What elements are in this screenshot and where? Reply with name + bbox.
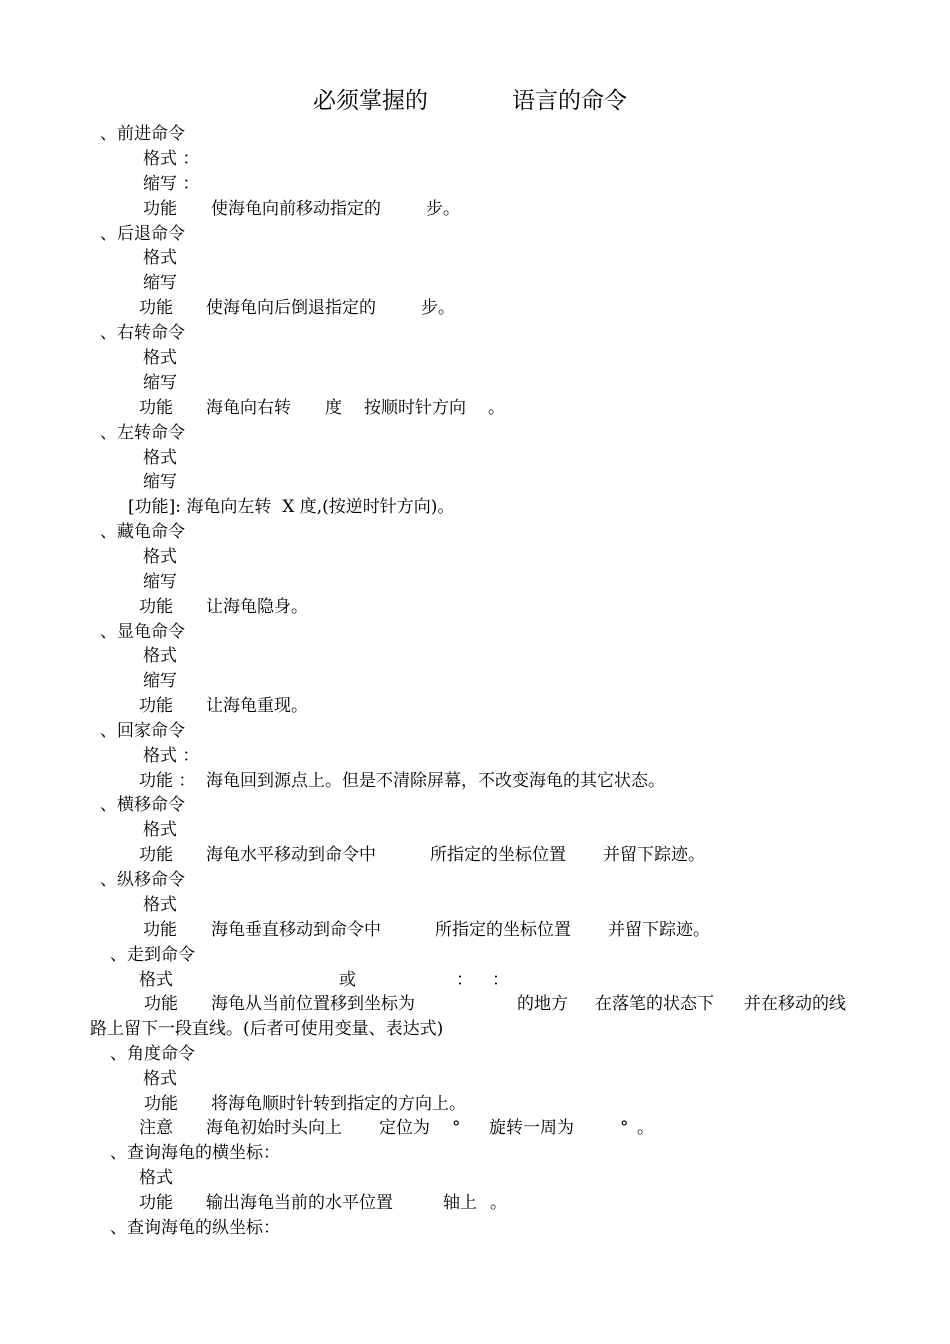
function-text: 。 bbox=[490, 1193, 507, 1213]
hide-abbrev: 缩写 bbox=[143, 572, 177, 592]
hide-format: 格式 bbox=[143, 547, 177, 567]
note-degree: ° bbox=[620, 1118, 629, 1138]
show-format: 格式 bbox=[143, 646, 177, 666]
function-text: 使海龟向前移动指定的 bbox=[211, 199, 381, 219]
setx-format: 格式 bbox=[143, 820, 177, 840]
seth-note bbox=[0, 1117, 950, 1139]
function-text: 让海龟重现。 bbox=[206, 696, 308, 716]
note-text: 定位为 bbox=[379, 1118, 430, 1138]
setxy-function bbox=[0, 993, 950, 1015]
show-abbrev: 缩写 bbox=[143, 671, 177, 691]
function-text: 海龟向右转 bbox=[206, 398, 291, 418]
sety-format: 格式 bbox=[143, 895, 177, 915]
title-part-1: 必须掌握的 bbox=[313, 88, 428, 114]
section-heading-seth: 、角度命令 bbox=[110, 1044, 195, 1064]
section-heading-forward: 、前进命令 bbox=[100, 124, 185, 144]
left-format: 格式 bbox=[143, 448, 177, 468]
function-text: 步。 bbox=[426, 199, 460, 219]
left-function: [功能]: 海龟向左转 X 度,(按逆时针方向)。 bbox=[128, 497, 455, 517]
back-function bbox=[0, 297, 950, 319]
section-heading-hide: 、藏龟命令 bbox=[100, 522, 185, 542]
format-colon: ： bbox=[492, 970, 509, 990]
function-label: 功能 ： bbox=[139, 771, 196, 791]
function-label: 功能 bbox=[139, 298, 173, 318]
function-text: 将海龟顺时针转到指定的方向上。 bbox=[211, 1094, 466, 1114]
section-heading-show: 、显龟命令 bbox=[100, 622, 185, 642]
function-label: 功能 bbox=[139, 1193, 173, 1213]
note-degree: ° bbox=[452, 1118, 461, 1138]
function-text: 并在移动的线 bbox=[744, 994, 846, 1014]
back-format: 格式 bbox=[143, 248, 177, 268]
xcor-format: 格式 bbox=[139, 1168, 173, 1188]
function-text: 输出海龟当前的水平位置 bbox=[206, 1193, 393, 1213]
function-text: 海龟水平移动到命令中 bbox=[206, 845, 376, 865]
function-text: 按顺时针方向 bbox=[364, 398, 466, 418]
function-text: 海龟回到源点上。但是不清除屏幕，不改变海龟的其它状态。 bbox=[206, 771, 665, 791]
home-function bbox=[0, 770, 950, 792]
function-text: 度 bbox=[325, 398, 342, 418]
function-text: 步。 bbox=[421, 298, 455, 318]
section-heading-back: 、后退命令 bbox=[100, 224, 185, 244]
section-heading-setx: 、横移命令 bbox=[100, 795, 185, 815]
format-colon: ： bbox=[456, 970, 473, 990]
forward-format: 格式 ： bbox=[143, 149, 200, 169]
function-text: 让海龟隐身。 bbox=[206, 597, 308, 617]
section-heading-ycor: 、查询海龟的纵坐标： bbox=[110, 1218, 280, 1238]
function-label: 功能 bbox=[143, 199, 177, 219]
section-heading-xcor: 、查询海龟的横坐标： bbox=[110, 1143, 280, 1163]
note-text: 海龟初始时头向上 bbox=[206, 1118, 342, 1138]
function-text: 。 bbox=[488, 398, 505, 418]
seth-format: 格式 bbox=[143, 1069, 177, 1089]
function-label: 功能 bbox=[139, 597, 173, 617]
format-label: 格式 bbox=[139, 970, 173, 990]
section-heading-home: 、回家命令 bbox=[100, 721, 185, 741]
section-heading-right: 、右转命令 bbox=[100, 323, 185, 343]
function-text: 轴上 bbox=[443, 1193, 477, 1213]
note-label: 注意 bbox=[139, 1118, 173, 1138]
function-label: 功能 bbox=[143, 920, 177, 940]
setxy-function-continued: 路上留下一段直线。(后者可使用变量、表达式) bbox=[90, 1019, 444, 1039]
seth-function bbox=[0, 1093, 950, 1115]
right-function bbox=[0, 397, 950, 419]
function-text: 并留下踪迹。 bbox=[608, 920, 710, 940]
right-format: 格式 bbox=[143, 348, 177, 368]
section-heading-setxy: 、走到命令 bbox=[110, 945, 195, 965]
forward-function bbox=[0, 198, 950, 220]
note-text: 旋转一周为 bbox=[489, 1118, 574, 1138]
function-text: 使海龟向后倒退指定的 bbox=[206, 298, 376, 318]
title-part-2: 语言的命令 bbox=[512, 88, 627, 114]
show-function bbox=[0, 695, 950, 717]
setx-function bbox=[0, 844, 950, 866]
function-text: 海龟从当前位置移到坐标为 bbox=[211, 994, 415, 1014]
home-format: 格式 ： bbox=[143, 746, 200, 766]
sety-function bbox=[0, 919, 950, 941]
function-text: 所指定的坐标位置 bbox=[430, 845, 566, 865]
note-text: 。 bbox=[637, 1118, 654, 1138]
function-text: 所指定的坐标位置 bbox=[435, 920, 571, 940]
format-or: 或 bbox=[339, 970, 356, 990]
function-label: 功能 bbox=[139, 696, 173, 716]
function-text: 在落笔的状态下 bbox=[595, 994, 714, 1014]
hide-function bbox=[0, 596, 950, 618]
xcor-function bbox=[0, 1192, 950, 1214]
forward-abbrev: 缩写 ： bbox=[143, 174, 200, 194]
section-heading-sety: 、纵移命令 bbox=[100, 870, 185, 890]
setxy-format bbox=[0, 969, 950, 991]
function-text: 并留下踪迹。 bbox=[603, 845, 705, 865]
function-label: 功能 bbox=[139, 398, 173, 418]
section-heading-left: 、左转命令 bbox=[100, 423, 185, 443]
left-abbrev: 缩写 bbox=[143, 472, 177, 492]
right-abbrev: 缩写 bbox=[143, 373, 177, 393]
function-label: 功能 bbox=[144, 1094, 178, 1114]
document-title bbox=[0, 86, 950, 116]
back-abbrev: 缩写 bbox=[143, 273, 177, 293]
function-label: 功能 bbox=[139, 845, 173, 865]
function-label: 功能 bbox=[144, 994, 178, 1014]
function-text: 海龟垂直移动到命令中 bbox=[211, 920, 381, 940]
function-text: 的地方 bbox=[517, 994, 568, 1014]
